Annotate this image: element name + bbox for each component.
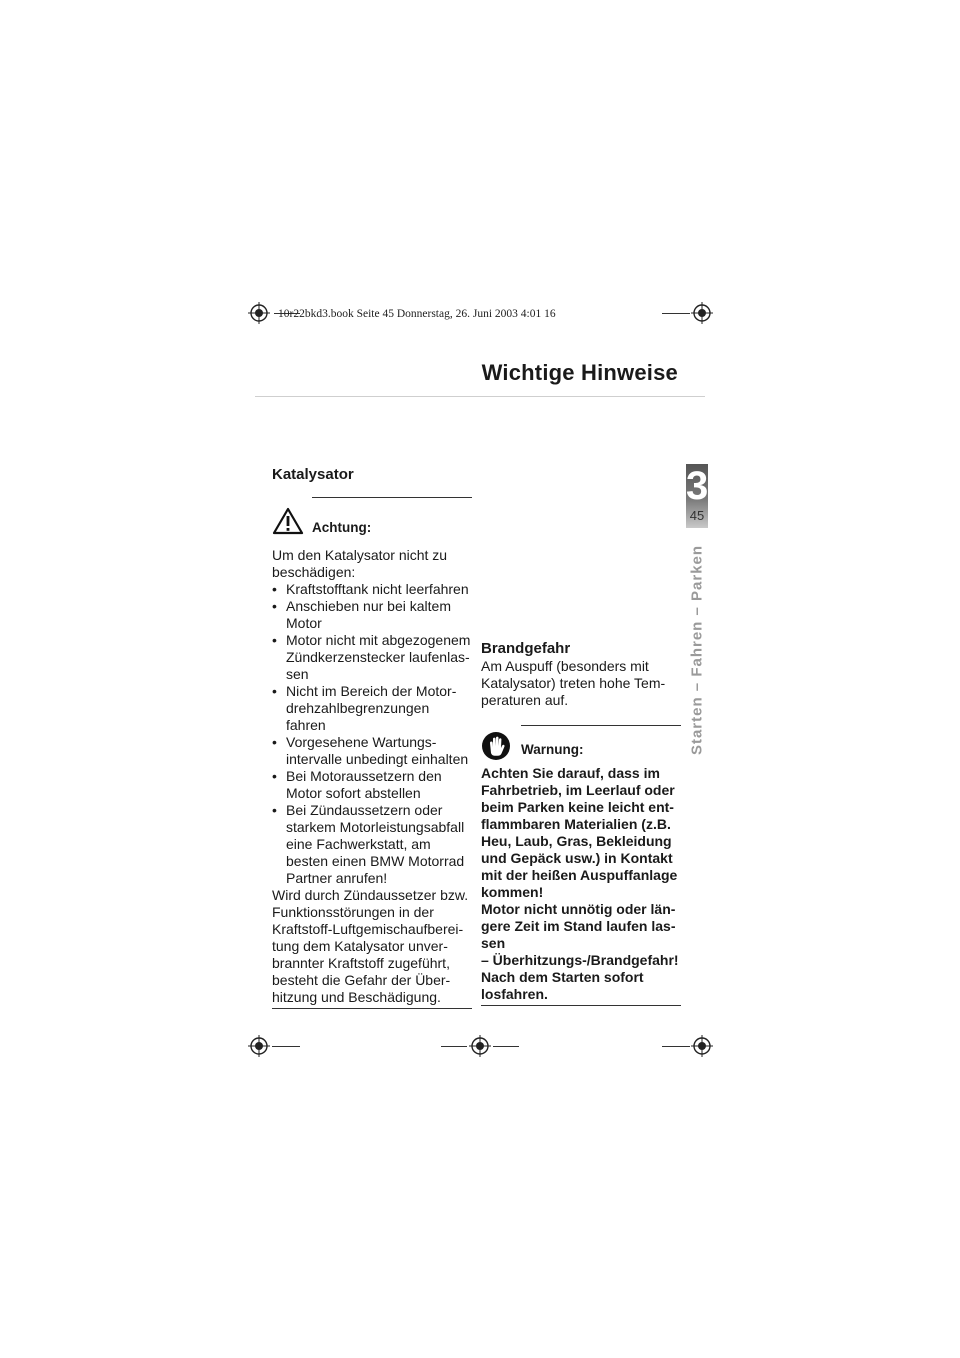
section-heading-brandgefahr: Brandgefahr bbox=[481, 640, 571, 657]
registration-mark-icon bbox=[691, 1035, 713, 1057]
crop-line bbox=[441, 1046, 467, 1047]
crop-line bbox=[272, 1046, 300, 1047]
notice-rule bbox=[312, 497, 472, 498]
caution-label: Achtung: bbox=[312, 520, 372, 535]
warning-triangle-icon bbox=[272, 507, 304, 539]
list-item: • Bei Motoraussetzern den Motor sofort abstellen bbox=[272, 768, 472, 802]
caution-notice-header bbox=[272, 507, 472, 537]
right-column bbox=[481, 640, 681, 1006]
title-divider bbox=[255, 396, 705, 397]
list-item: • Nicht im Bereich der Motor-drehzahlbegrenzungen fahren bbox=[272, 683, 472, 734]
warning-text-2: Motor nicht unnötig oder län-gere Zeit im Stand laufen las-sen bbox=[481, 901, 676, 951]
warning-label: Warnung: bbox=[521, 742, 584, 757]
page-number: 45 bbox=[689, 508, 705, 523]
registration-mark-icon bbox=[248, 1035, 270, 1057]
list-item: • Anschieben nur bei kaltem Motor bbox=[272, 598, 472, 632]
caution-intro: Um den Katalysator nicht zu beschädigen: bbox=[272, 547, 448, 580]
notice-end-rule bbox=[481, 1005, 681, 1006]
section-heading-katalysator: Katalysator bbox=[272, 466, 354, 483]
left-column bbox=[272, 466, 472, 1009]
crop-line bbox=[493, 1046, 519, 1047]
notice-end-rule bbox=[272, 1008, 472, 1009]
caution-list bbox=[272, 581, 472, 887]
hand-stop-icon bbox=[481, 731, 511, 765]
warning-notice-header bbox=[481, 731, 681, 765]
chapter-side-label: Starten – Fahren – Parken bbox=[688, 544, 706, 756]
registration-mark-icon bbox=[248, 302, 270, 324]
page-title: Wichtige Hinweise bbox=[481, 360, 678, 385]
notice-rule bbox=[521, 725, 681, 726]
list-item: • Kraftstofftank nicht leerfahren bbox=[272, 581, 472, 598]
caution-closing: Wird durch Zündaussetzer bzw. Funktionsstörungen in der Kraftstoff-Luftgemischaufberei-tung dem Katalysator unver-brannter Kraftstoff zugeführt, besteht die Gefahr der Über-hitzung und Beschädigung. bbox=[272, 887, 469, 1005]
registration-mark-icon bbox=[469, 1035, 491, 1057]
list-item: • Bei Zündaussetzern oder starkem Motorleistungsabfall eine Fachwerkstatt, am besten einen BMW Motorrad Partner anrufen! bbox=[272, 802, 472, 887]
crop-line bbox=[662, 1046, 690, 1047]
chapter-number: 3 bbox=[686, 464, 709, 508]
warning-text-1: Achten Sie darauf, dass im Fahrbetrieb, im Leerlauf oder beim Parken keine leicht ent-flammbaren Materialien (z.B. Heu, Laub, Gras, Bekleidung und Gepäck usw.) in Kontakt mit der heißen Auspuffanlage kommen! bbox=[481, 765, 678, 900]
warning-text-3: – Überhitzungs-/Brandgefahr! Nach dem Starten sofort losfahren. bbox=[481, 952, 679, 1002]
print-info: 10r22bkd3.book Seite 45 Donnerstag, 26. Juni 2003 4:01 16 bbox=[278, 308, 556, 320]
list-item: • Vorgesehene Wartungs-intervalle unbedingt einhalten bbox=[272, 734, 472, 768]
list-item: • Motor nicht mit abgezogenem Zündkerzenstecker laufenlas-sen bbox=[272, 632, 472, 683]
brandgefahr-intro: Am Auspuff (besonders mit Katalysator) treten hohe Tem-peraturen auf. bbox=[481, 658, 666, 708]
